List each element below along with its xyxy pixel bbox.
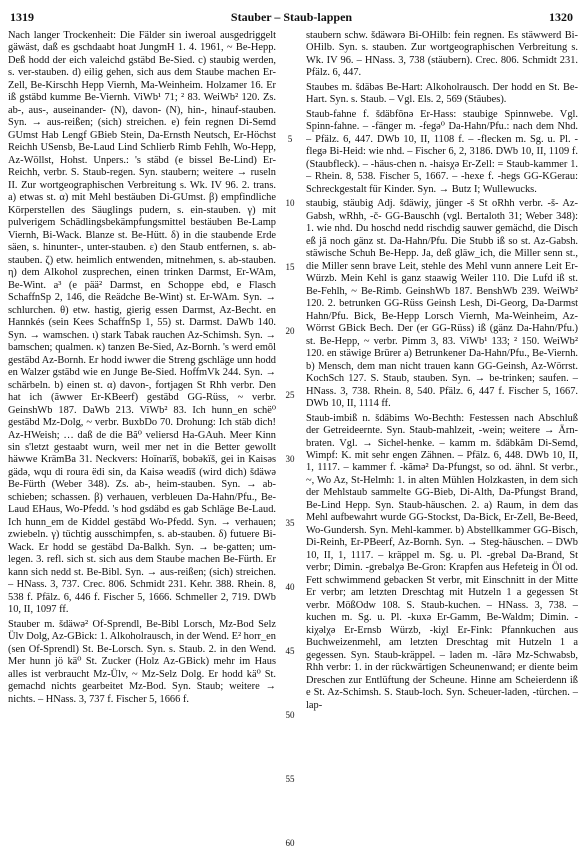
right-column	[306, 30, 578, 845]
entry-stauber: Stauber m. šdäwə² Of-Sprendl, Be-Bibl Lorsch, Mz-Bod Selz Ülv Dolg, Az-GBick: 1. Alkoholrausch, in der Wend. E² horr_en (sen Of-Sprendl) St. Be-Lorsch. Syn. s. Staub. 2. in den Wend. Mer hunn jö kä⁰ St. Zucker (Holz Az-GBick) mehr im Haus alles ist verbraucht Mz-Ülv, ~ Mz-Selz Dolg. Er hodd kä⁰ St. gemachd nichts gearbeitet Mz-Bod. Syn. Staub; weitere → nichts. – HNass. 3, 737 f. Fischer 5, 1666 f.	[8, 618, 276, 705]
line-number: 50	[285, 710, 295, 720]
line-number: 30	[285, 454, 295, 464]
page-header	[10, 10, 573, 24]
page-number-left: 1319	[10, 10, 34, 24]
line-numbers	[280, 30, 300, 848]
line-number: 60	[285, 838, 295, 848]
line-number: 5	[287, 134, 293, 144]
entry-staub-fahne: Staub-fahne f. šdäbfõnə Er-Hass: staubige Spinnwebe. Vgl. Spinn-fahne. – -fänger m. -fegə⁰ Da-Hahn/Pfu.: nach dem Nhd. – Pfälz. 6, 447. DWb 10, II, 1108 f. – -flecken m. Sg. u. Pl. -flegə Bi-Heid: wie nhd. – Fischer 6, 2, 3186. DWb 10, II, 1109 f. (Staubfleck). – -häus-chen n. -haisχə Er-Zell: = Staub-kammer 1. – Rhein. 8, 538. Fischer 5, 1667. – -hexe f. -hegs GG-KGerau: Schreckgestalt für Kinder. Syn. → Butz I; Wullewucks.	[306, 108, 578, 195]
left-column	[8, 30, 276, 845]
line-number: 40	[285, 582, 295, 592]
entry-staub-imbiss: Staub-imbiß n. šdäbims Wo-Bechth: Festessen nach Abschluß der Getreideernte. Syn. Staub-mahlzeit, -wein; weitere → Ärn-braten. Vgl. → Sichel-henke. – kamm m. šdäbkãm Di-Semd, Wimpf: K. mit sehr engen Zähnen. – Pfälz. 6, 448. DWb 10, II, 1, 1117. – kammer f. -kãmə² Da-Pfungst, so od. ähnl. St verbr., ~, Wo Az, St-Helmh: 1. in alten Mühlen Holzkasten, in dem sich der Mehlstaub sammelte GG-Bieb, Di-Alth, Da-Pfungst Brand, Be-Lind Hepp. Syn. Staub-häuschen. 2. a) Raum, in dem das Mehl aufbewahrt wurde GG-Stockst, Da-Bick, Er-Zell, Be-Beed, Wo-Gundersh. Syn. Mehl-kammer. b) Abstellkammer GG-Bisch, Di-Reinh, Er-PBeerf, Az-Bornh. Syn. → Steg-häuschen. – DWb 10, II, 1, 1117. – kräppel m. Sg. u. Pl. -grebəl Da-Brand, St verbr; Dimin. -grebəlχə Be-Gron: Krapfen aus Hefeteig in Öl od. Fett schwimmend gebacken St verbr, mit Einschnitt in der Mitte Er verbr; am letzten Dreschtag mit Hutzeln 1 a gegessen St verbr. MößOdw 108. S. Staub-kuchen. – HNass. 3, 738. – kuchen m. Sg. u. Pl. -kuxə Er-Gamm, Be-Waldm; Dimin. -kiχəlχə Er-Ernsb Würzb, -kiχl Er-Fink: Pfannkuchen aus Buchweizenmehl, am letzten Dreschtag mit Hutzeln 1 a gegessen. Syn. Staub-kräppel. – laden m. -lãrə Mz-Schwabsb, Rhh verbr: 1. in der rückwärtigen Scheunenwand; er diente beim Dreschen zur Entlüftung der Scheune. Hinne am Scheierdenn iß e St. Az-Schimsh. S. Staub-loch. Syn. Scheuer-laden, -türchen. – lap-	[306, 412, 578, 711]
running-title: Stauber – Staub-lappen	[230, 10, 353, 24]
line-number: 20	[285, 326, 295, 336]
line-number: 55	[285, 774, 295, 784]
line-number: 45	[285, 646, 295, 656]
page-number-right: 1320	[549, 10, 573, 24]
entry-staubes: Staubes m. šdäbəs Be-Hart: Alkoholrausch. Der hodd en St. Be-Hart. Syn. s. Staub. – Vgl. Els. 2, 569 (Stäubes).	[306, 81, 578, 106]
line-number: 10	[285, 198, 295, 208]
line-number: 35	[285, 518, 295, 528]
entry-staubig: staubig, stäubig Adj. šdäwiχ, jünger -š St oRhh verbr. -š- Az-Gabsh, wRhh, -č- GG-Bauschh (vgl. Bertaloth 31; Weber 348): 1. wie nhd. Du hoschd nedd rischdig sauwer gemächd, die Disch eß jã noch gänz st. Da-Hahn/Pfu. Die Stubb iß so st. Az-Gabsh. stäwische Schuh Be-Hepp. Ja, deß gläw_ich, die Miller senn st., die Miller senn brave Leit, stehle des Mehl vunn annere Leit Er-Würzb. Mein Kehl is ganz staawig Weiler 110. Die Lufd iß st. Be-Fehlh, ~ Be-Rimb. GeinshWb 187. BenshWb 239. WeiWb² 120. 2. betrunken GG-Rüss Geinsh Lesh, Di-Georg, Da-Darmst Hahn/Pfu. Bick, Be-Hepp Lorsch Viernh, Ma-Weinheim, Az-Wörrst GBick Bech. Der (er GG-Rüss) iß (gänz Da-Hahn/Pfu.) st. Be-Hepp, ~ verbr. Pimm 3, 83. ViWb¹ 133; ² 150. WeiWb² 120. en stäwige Brürer a) Betrunkener Da-Hahn/Pfu., Be-Viernh. b) Mensch, dem man nicht trauen kann GG-Geinsh, Az-Wörrst. KochSch 127. S. Staub, stauben. Syn. → be-trinken; saufen. – HNass. 3, 738. Rhein. 8, 540. Pfälz. 6, 447 f. Fischer 5, 1667. DWb 10, II, 1114 ff.	[306, 198, 578, 410]
line-number: 25	[285, 390, 295, 400]
entry-stauben: Nach langer Trockenheit: Die Fälder sin iweroal ausgedriggelt gäwäst, daß es gschdaabt hoat JungmH 1. 4. 1961, ~ Be-Hepp. Deß hodd der eich valeichd gstäbd Be-Sied. c) staubig werden, s. ver-stauben. d) eilig gehen, sich aus dem Staube machen Er-Zell, Be-Kirschh Hepp Viernh, Ma-Weinheim. Holzamer 16. Er iß gstäbd kumme Be-Viernh. ViWb¹ 71; ² 83. WeiWb² 120. Zs. ab-, aus-, auseinander- (N), davon- (N), hin-, hinauf-stauben. Syn. → aus-reißen; (sich) streichen. e) fein regnen Di-Semd GUmst Hab Lengf GBieb Stein, Da-Ernsth Neutsch, Er-Höchst Reichh USensb, Be-Laud Lind Schlierb Rimb Fehlh, Wo-Hepp, Az-Wöllst, Hohst. Unpers.: 's stäbd (e bissel Be-Lind) Er-Reichh, verbr. S. Staub-regen. Syn. staubern; weitere → ruseln II. Zur wortgeographischen Verbreitung s. Wk. IV 96. 2. trans. a) etwas st. α) mit Mehl bestäuben Di-GUmst. β) empfindliche Körperstellen des Säuglings pudern, s. ein-stauben. γ) mit pulverigem Schädlingsbekämpfungsmittel bestäuben Be-Lamp Viernh, Bi-Wack. Blanze st. Be-Hütt. δ) in die staubende Erde säen, s. hinunter-, unter-stauben. ε) den Staub entfernen, s. ab-stauben. ζ) etw. heimlich entwenden, mitnehmen, s. ab-stauben. η) dem Alkohol zusprechen, einen trinken Darmst, Er-WAm, Be-Wint. a³ (e pää² Darmst, en Schoppe ebd, e Flasch SchaffnSp 2, 146, die Reädche Be-Wint) st. Er-WAm. Syn. → schlurchen. θ) etw. hastig, gierig essen Darmst, Az-Becht. en Hannkés (sein Kees SchaffnSp 1, 55) st. Darmst. DaWb 140. Syn. → wamschen. ι) stark Tabak rauchen Az-Schimsh. Syn. → bamschen; qualmen. κ) tanzen Be-Sied, Az-Bornh. 's werd emôl gestäbd Az-Bornh. Er hodd iwwer die Streng gschläge unn hodd en Walzer gstäbd wie en Junge Be-Sied. HoffmVk 244. Syn. → schärbeln. b) einen st. α) davon-, fortjagen St Rhh verbr. Den hat ich (ãwwer Er-KBeerf) gestäbd GG-Rüss, ~ verbr. GeinshWb 187. DaWb 213. ViWb² 83. Ich hunn_en schë⁰ gestäbd Mz-Dolg, ~ verbr. BuxbDo 70. Drohung: Ich stäb dich! Az-HWeish; … daß de die Bã⁰ veliersd Ha-GAuh. Meer Kinn sin s'letzt gestaabt wurn, weil mer net in die Better gewollt häwwe KrämBa 31. Neckvers: Hoïnarïš, bobəkïš, gei in Kaisəs gädə, wqu di roura ëdi sin, da Kaisə weədïš (wird dich) šdäwə Be-Fürth (Weber 348). Zs. ab-, heim-stauben. Syn. → ab-schieben; schassen. β) verhauen, verbleuen Da-Hahn/Pfu., Be-Laud EHaus, Wo-Pfedd. 's hod gsdäbd es gab Schläge Be-Laud. Ich hunn_em de Kiddel gestäbd Wo-Pfedd. Syn. → verhauen; zwiebeln. γ) tüchtig ausschimpfen, s. ab-stauben. δ) futuere Bi-Wack. Er hodd se gestäbd Da-Balkh. Syn. → be-gatten; um-legen. 3. refl. sich st. sich aus dem Staube machen Be-Fürth. Er kann sich nedd st. Be-Bibl. Syn. → aus-reißen; (sich) streichen. – HNass. 3, 737. Crec. 806. Schmidt 231. Kehr. 388. Rhein. 8, 538 f. Pfälz. 6, 446 f. Fischer 5, 1666. Schmeller 2, 719. DWb 10, II, 1097 ff.	[8, 30, 276, 616]
entry-staubern: staubern schw. šdäwərə Bi-OHilb: fein regnen. Es stäwwerd Bi-OHilb. Syn. s. stauben. Zur wortgeographischen Verbreitung s. Wk. IV 96. – HNass. 3, 738 (stäubern). Crec. 806. Schmidt 231. Pfälz. 6, 447.	[306, 30, 578, 79]
line-number: 15	[285, 262, 295, 272]
